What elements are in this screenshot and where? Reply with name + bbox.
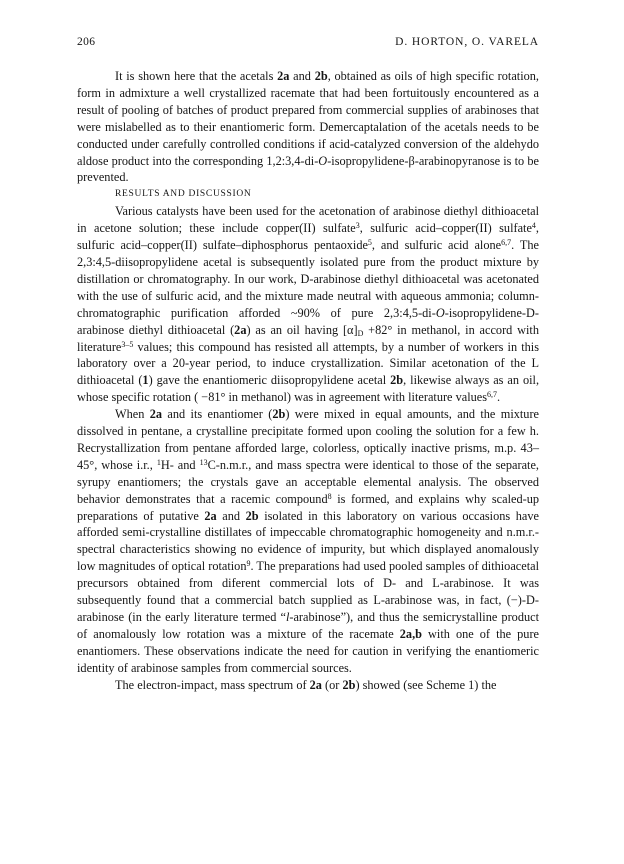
text-run: - and: [391, 576, 433, 591]
text-run: 2a: [309, 677, 322, 692]
text-run: .: [497, 390, 501, 405]
text-run: D: [300, 271, 310, 286]
text-run: -arabinose diethyl dithioacetal was acetonated with the use of sulfuric acid, and the mixture made neutral with aqueous ammonia; column-chromatographic purification afforded ~90% of pure 2,3:4,5-di-: [77, 271, 539, 320]
text-run: ) gave the enantiomeric diisopropylidene acetal: [148, 373, 391, 388]
text-run: D: [526, 305, 535, 320]
text-run: O: [435, 305, 445, 320]
text-run: 6,7: [501, 238, 512, 248]
text-run: 3: [355, 221, 360, 231]
page-header: [77, 36, 539, 52]
text-run: H- and: [160, 457, 200, 472]
text-run: 9: [246, 559, 251, 569]
text-run: 1: [142, 373, 149, 388]
text-run: -arabinose. It was subsequently found that a commercial batch supplied as: [77, 576, 539, 608]
text-run: L: [432, 576, 440, 591]
text-run: -arabinose was, in fact, (−)-: [380, 593, 526, 608]
text-run: , obtained as oils of high specific rotation, form in admixture a well crystallized racemate that had been fortuitously encountered as a result of pooling of batches of product prepared from commercial supplies of arabinoses that were mislabelled as to their enantiomeric form. Demercaptalation of the acetals needs to be conducted under carefully controlled conditions if acid-catalyzed conversion of the aldehydo aldose product into the corresponding 1,2:3,4-di-: [77, 69, 540, 168]
text-run: l: [285, 610, 290, 624]
text-run: L: [373, 593, 381, 608]
text-run: O: [318, 153, 328, 168]
text-run: . The preparations had used pooled samples of dithioacetal precursors obtained from diferent commercial lots of: [77, 559, 539, 591]
text-run: , likewise always as an oil, whose specific rotation ( −81° in methanol) was in agreement with literature values: [77, 373, 540, 405]
text-run: D: [357, 328, 364, 338]
article-body: [77, 68, 539, 694]
text-run: is formed, and explains why scaled-up preparations of putative: [77, 491, 539, 523]
text-run: 5: [367, 238, 372, 248]
text-run: ) were mixed in equal amounts, and the mixture dissolved in pentane, a crystalline precipitate formed upon cooling the solution for a few h. Recrystallization from pentane afforded large, colorless, optically inactive prisms, m.p. 43–45°, whose i.r.,: [77, 407, 540, 472]
text-run: 2b: [390, 373, 404, 388]
text-run: with one of the pure enantiomers. These observations indicate the need for caution in verifying the enantiomeric identity of arabinose samples from commercial sources.: [77, 626, 539, 675]
text-run: The electron-impact, mass spectrum of: [115, 677, 310, 692]
text-run: It is shown here that the acetals: [115, 69, 278, 83]
text-run: Various catalysts have been used for the acetonation of arabinose diethyl dithioacetal in acetone solution; these include copper(II) sulfate: [77, 204, 539, 236]
body-paragraph-mass-spectrum: [77, 677, 539, 694]
text-run: 2b: [314, 69, 328, 83]
intro-paragraph: [77, 68, 539, 186]
text-run: D: [383, 576, 392, 591]
text-run: and: [216, 508, 246, 523]
text-run: When: [115, 407, 150, 422]
text-run: 13: [199, 457, 208, 467]
text-run: 6,7: [487, 390, 498, 400]
text-run: dithioacetal (: [77, 373, 143, 388]
text-run: 2a: [234, 322, 247, 337]
text-run: -arabinose”), and thus the semicrystalline product of anomalously low rotation was a mixture of the racemate: [77, 610, 539, 641]
page-number: 206: [77, 36, 96, 48]
text-run: ) as an oil having [α]: [246, 322, 358, 337]
text-run: 2b: [245, 508, 259, 523]
text-run: 2b: [342, 677, 356, 692]
text-run: , sulfuric acid–copper(II) sulfate: [359, 221, 532, 236]
text-run: 2a: [277, 69, 290, 83]
body-paragraph-racemate: [77, 406, 539, 677]
text-run: L: [531, 356, 539, 371]
text-run: (or: [321, 677, 343, 692]
text-run: 1: [156, 457, 161, 467]
text-run: C-n.m.r., and mass spectra were identical to those of the separate, syrupy enantiomers; the crystals gave an acceptable elemental analysis. The observed behavior demonstrates that a racemic compound: [77, 457, 539, 506]
text-run: 4: [531, 221, 536, 231]
text-run: 8: [327, 491, 332, 501]
text-run: 2a,b: [399, 626, 422, 641]
text-run: D: [526, 593, 535, 608]
text-run: and its enantiomer (: [162, 407, 273, 422]
text-run: -isopropylidene-: [444, 305, 526, 320]
text-run: , sulfuric acid–copper(II) sulfate–diphosphorus pentaoxide: [77, 221, 539, 253]
text-run: -isopropylidene-β-arabinopyranose is to be prevented.: [77, 153, 539, 185]
text-run: isolated in this laboratory on various occasions have afforded semi-crystalline distillates of impeccable chromatographic homogeneity and n.m.r.-spectral characteristics showing no evidence of impurity, but which displayed anomalously low magnitudes of optical rotation: [77, 508, 539, 574]
text-run: ) showed (see Scheme 1) the: [355, 677, 497, 692]
text-run: and: [289, 69, 315, 83]
text-run: 2b: [272, 407, 286, 422]
text-run: 3–5: [121, 339, 134, 349]
text-run: , and sulfuric acid alone: [371, 238, 502, 253]
section-heading: RESULTS AND DISCUSSION: [115, 189, 252, 200]
text-run: . The 2,3:4,5-diisopropylidene acetal is subsequently isolated pure from the product mixture by distillation or chromatography. In our work,: [77, 238, 539, 286]
text-run: -arabinose diethyl dithioacetal (: [77, 305, 539, 337]
text-run: 2a: [204, 508, 217, 523]
running-head: D. HORTON, O. VARELA: [395, 36, 539, 48]
body-paragraph-catalysts: [77, 203, 539, 406]
text-run: values; this compound has resisted all attempts, by a number of workers in this laboratory over a 20-year period, to induce crystallization. Similar acetonation of the: [77, 339, 539, 371]
text-run: -arabinose (in the early literature termed “: [77, 593, 539, 624]
text-run: +82° in methanol, in accord with literature: [77, 322, 539, 354]
text-run: 2a: [149, 407, 163, 422]
